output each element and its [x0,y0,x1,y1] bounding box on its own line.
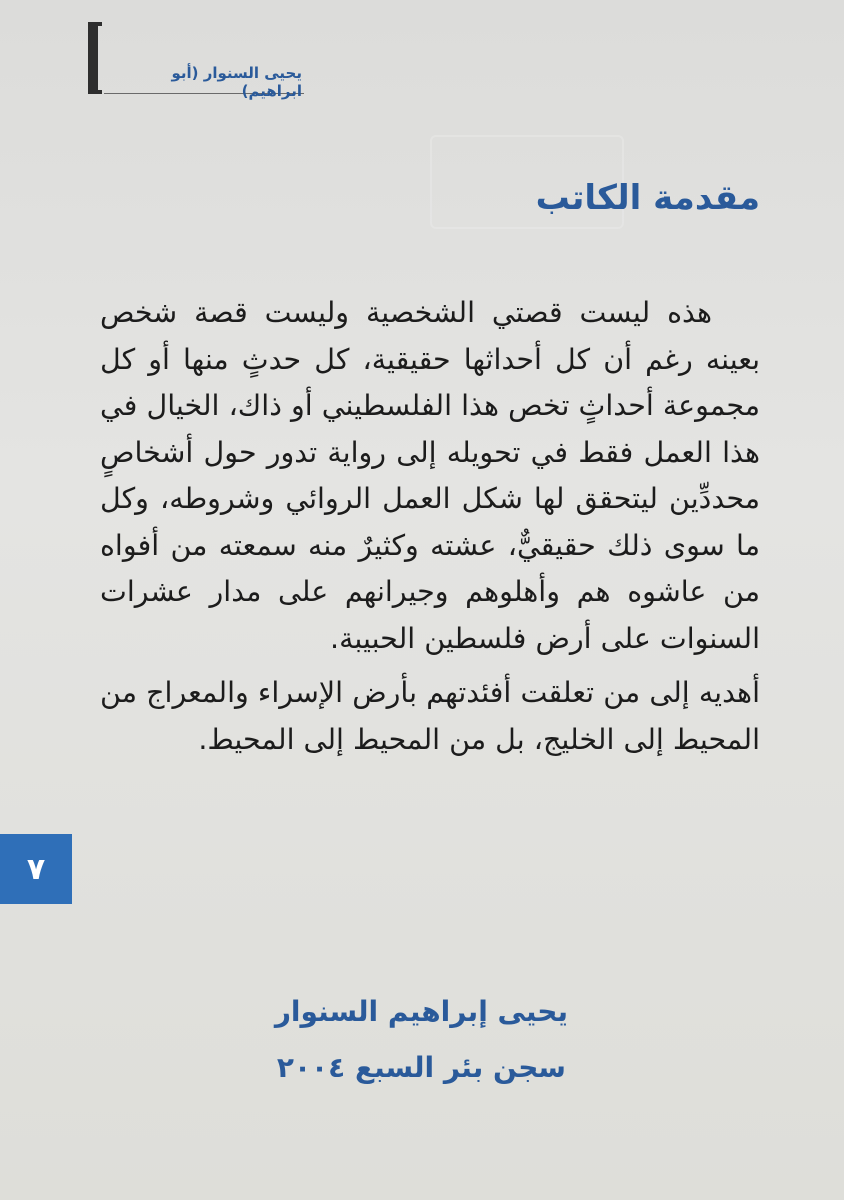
page-number-tab [0,834,72,904]
chapter-title: مقدمة الكاتب [535,178,760,218]
running-head: يحيى السنوار (أبو ابراهيم) [171,64,302,100]
body-text [100,290,760,763]
page-number: ٧ [26,851,46,887]
signature-place-date: سجن بئر السبع ٢٠٠٤ [276,1051,566,1084]
header-bracket-ornament [88,22,102,94]
author-name: يحيى إبراهيم السنوار [274,995,568,1028]
signature-block [275,984,568,1096]
paragraph-intro: هذه ليست قصتي الشخصية وليست قصة شخص بعينه رغم أن كل أحداثها حقيقية، كل حدثٍ منها أو كل مجموعة أحداثٍ تخص هذا الفلسطيني أو ذاك، الخيال في هذا العمل فقط في تحويله إلى رواية تدور حول أشخاصٍ محددِّين ليتحقق لها شكل العمل الروائي وشروطه، وكل ما سوى ذلك حقيقيٌّ، عشته وكثيرٌ منه سمعته من أفواه من عاشوه هم وأهلوهم وجيرانهم على مدار عشرات السنوات على أرض فلسطين الحبيبة. [100,296,760,655]
paragraph-dedication: أهديه إلى من تعلقت أفئدتهم بأرض الإسراء والمعراج من المحيط إلى الخليج، بل من المحيط إلى المحيط. [100,676,760,756]
